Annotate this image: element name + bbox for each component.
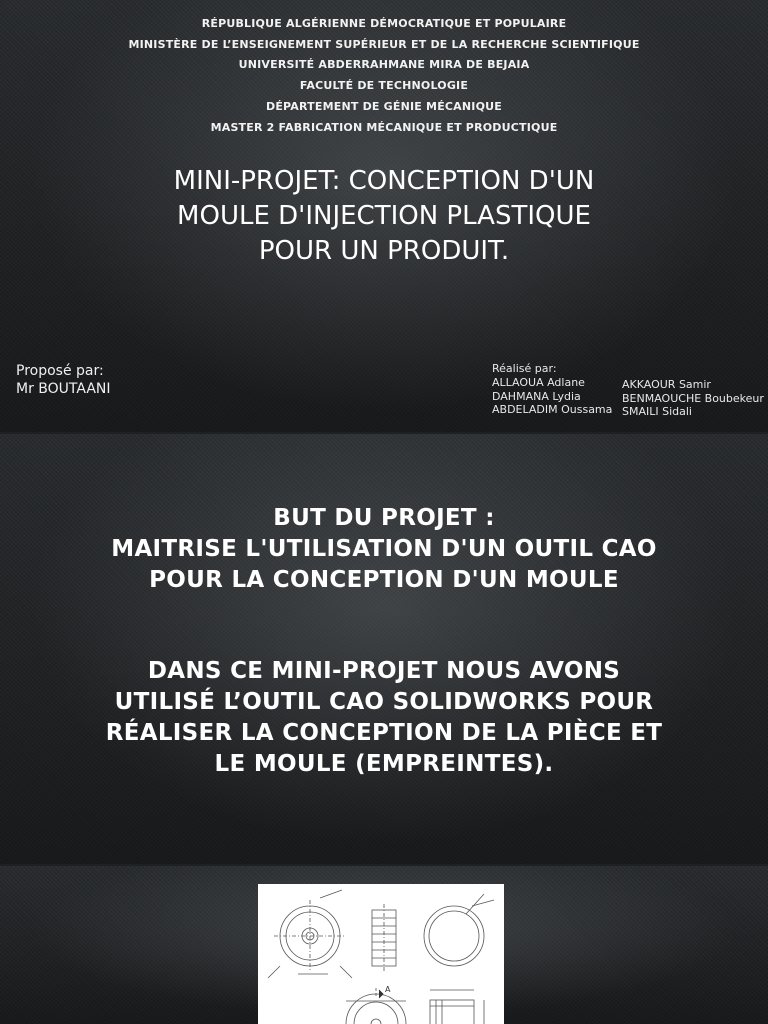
project-goal (40, 503, 728, 596)
author-name: BENMAOUCHE Boubekeur (622, 391, 764, 405)
author-name: SMAILI Sidali (622, 405, 692, 418)
goal-line: BUT DU PROJET : (273, 505, 495, 531)
title-line: POUR UN PRODUIT. (258, 236, 510, 266)
institution-line: MASTER 2 FABRICATION MÉCANIQUE ET PRODUCTIQUE (210, 120, 558, 134)
institution-line: UNIVERSITÉ ABDERRAHMANE MIRA DE BEJAIA (238, 58, 530, 72)
title-line: MOULE D'INJECTION PLASTIQUE (177, 201, 591, 231)
proposed-by (16, 362, 111, 398)
description-line: LE MOULE (EMPREINTES). (214, 751, 554, 777)
author-name: AKKAOUR Samir (622, 378, 711, 391)
project-title (84, 164, 684, 269)
author-name: ALLAOUA Adlane (492, 376, 585, 389)
proposed-label: Proposé par: (16, 363, 104, 379)
goal-line: MAITRISE L'UTILISATION D'UN OUTIL CAO (111, 536, 657, 562)
technical-drawing-icon (258, 884, 504, 1024)
institution-line: DÉPARTEMENT DE GÉNIE MÉCANIQUE (265, 99, 502, 113)
title-line: MINI-PROJET: CONCEPTION D'UN (173, 166, 595, 196)
description-line: UTILISÉ L’OUTIL CAO SOLIDWORKS POUR (114, 689, 654, 715)
authors-column-2 (622, 378, 764, 419)
author-name: DAHMANA Lydia (492, 389, 581, 403)
realized-label: Réalisé par: (492, 362, 557, 375)
author-name: ABDELADIM Oussama (492, 403, 613, 416)
institution-header (0, 14, 768, 138)
description-line: RÉALISER LA CONCEPTION DE LA PIÈCE ET (105, 720, 663, 746)
proposed-name: Mr BOUTAANI (16, 381, 111, 397)
description-line: DANS CE MINI-PROJET NOUS AVONS (147, 658, 621, 684)
institution-line: MINISTÈRE DE L’ENSEIGNEMENT SUPÉRIEUR ET DE LA RECHERCHE SCIENTIFIQUE (128, 37, 640, 51)
authors-column-1 (492, 376, 614, 417)
realized-by (492, 362, 764, 418)
goal-slide (0, 434, 768, 864)
goal-line: POUR LA CONCEPTION D'UN MOULE (149, 567, 619, 593)
project-description (40, 656, 728, 780)
institution-line: RÉPUBLIQUE ALGÉRIENNE DÉMOCRATIQUE ET POPULAIRE (201, 17, 567, 30)
institution-line: FACULTÉ DE TECHNOLOGIE (299, 79, 469, 93)
section-letter: A (385, 985, 391, 994)
technical-drawing-image (258, 884, 504, 1024)
